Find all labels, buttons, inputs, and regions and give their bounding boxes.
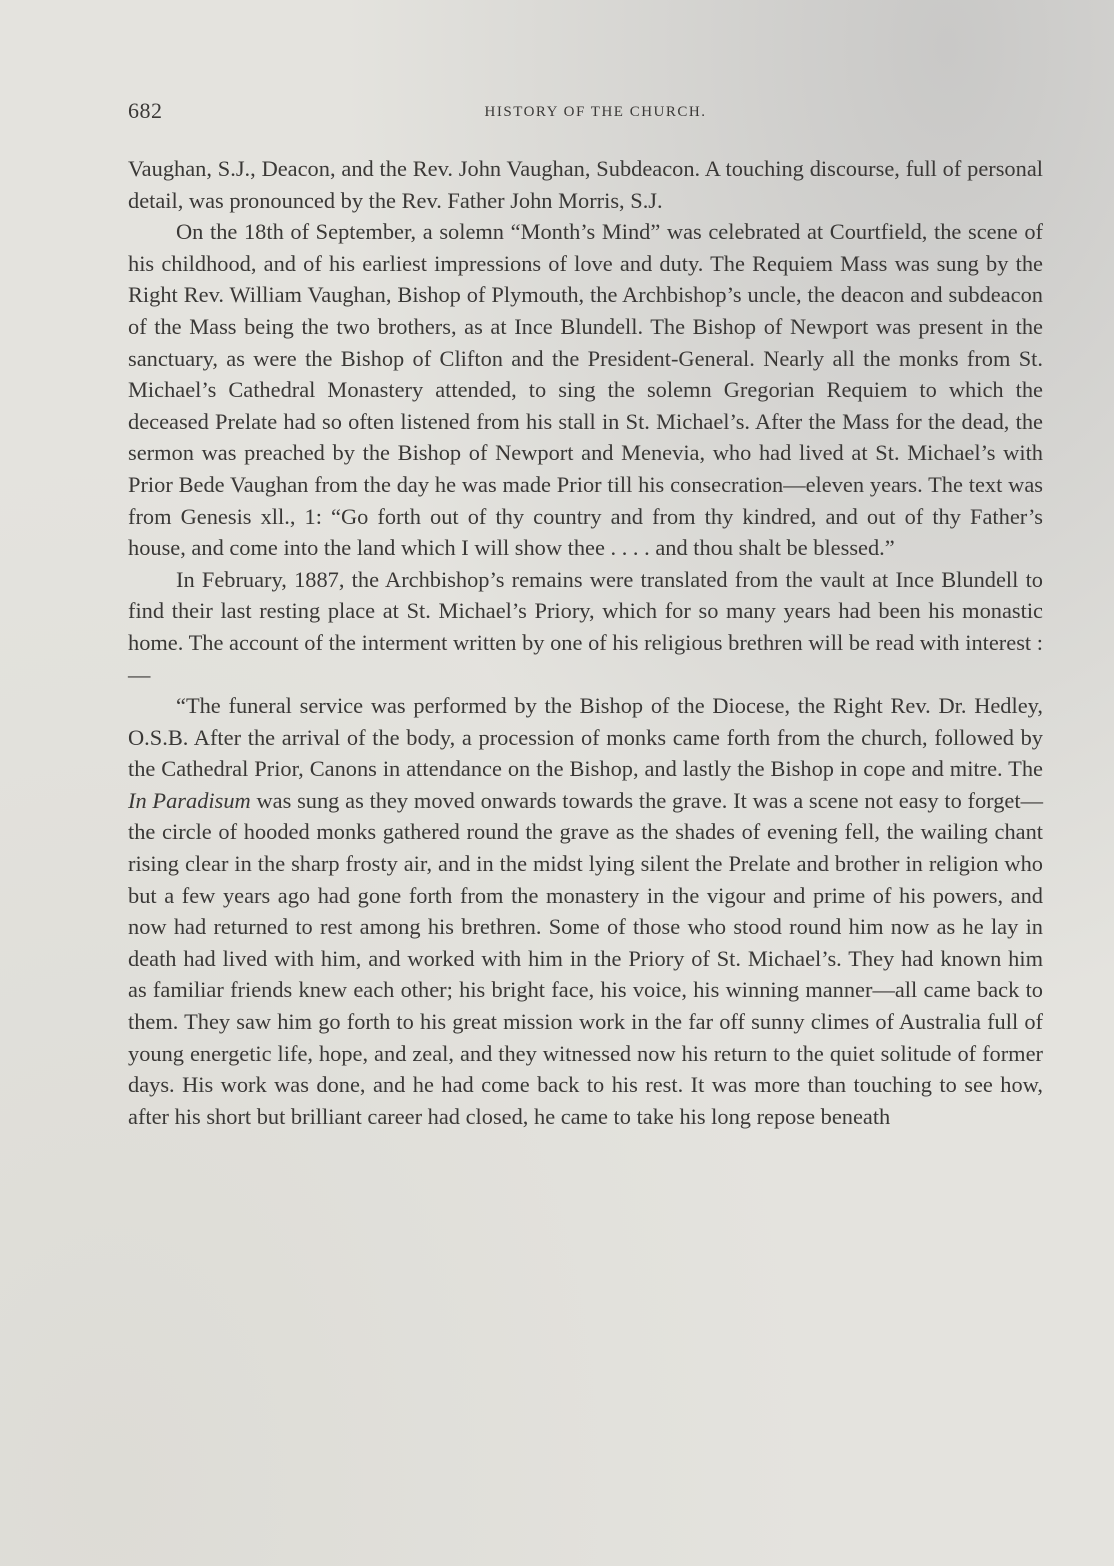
body-text <box>128 153 1043 1132</box>
page-number: 682 <box>128 98 163 123</box>
paragraph-translation-of-remains: In February, 1887, the Archbishop’s remains were translated from the vault at Ince Blundell to find their last resting place at St. Michael’s Priory, which for so many years had been his monastic home. The account of the interment written by one of his religious brethren will be read with interest :— <box>128 566 1043 687</box>
funeral-text-end: was sung as they moved onwards towards the grave. It was a scene not easy to forget—the circle of hooded monks gathered round the grave as the shades of evening fell, the wailing chant rising clear in the sharp frosty air, and in the midst lying silent the Prelate and brother in religion who but a few years ago had gone forth from the monastery in the vigour and prime of his powers, and now had returned to rest among his brethren. Some of those who stood round him now as he lay in death had lived with him, and worked with him in the Priory of St. Michael’s. They had known him as familiar friends knew each other; his bright face, his voice, his winning manner—all came back to them. They saw him go forth to his great mission work in the far off sunny climes of Australia full of young energetic life, hope, and zeal, and they witnessed now his return to the quiet solitude of former days. His work was done, and he had come back to his rest. It was more than touching to see how, after his short but brilliant career had closed, he came to take his long repose beneath <box>128 787 1043 1129</box>
paragraph-months-mind: On the 18th of September, a solemn “Month’s Mind” was celebrated at Courtfield, the scene of his childhood, and of his earliest impressions of love and duty. The Requiem Mass was sung by the Right Rev. William Vaughan, Bishop of Plymouth, the Archbishop’s uncle, the deacon and subdeacon of the Mass being the two brothers, as at Ince Blundell. The Bishop of Newport was present in the sanctuary, as were the Bishop of Clifton and the President-General. Nearly all the monks from St. Michael’s Cathedral Monastery attended, to sing the solemn Gregorian Requiem to which the deceased Prelate had so often listened from his stall in St. Michael’s. After the Mass for the dead, the sermon was preached by the Bishop of Newport and Menevia, who had lived at St. Michael’s with Prior Bede Vaughan from the day he was made Prior till his consecration—eleven years. The text was from Genesis xll., 1: “Go forth out of thy country and from thy kindred, and out of thy Father’s house, and come into the land which I will show thee . . . . and thou shalt be blessed.” <box>128 219 1043 561</box>
funeral-text-start: “The funeral service was performed by the Bishop of the Diocese, the Right Rev. Dr. Hedley, O.S.B. After the arrival of the body, a procession of monks came forth from the church, followed by the Cathedral Prior, Canons in attendance on the Bishop, and lastly the Bishop in cope and mitre. The <box>128 693 1043 782</box>
in-paradisum-title: In Paradisum <box>128 787 251 813</box>
running-title: HISTORY OF THE CHURCH. <box>484 104 707 120</box>
paragraph-continued: Vaughan, S.J., Deacon, and the Rev. John Vaughan, Subdeacon. A touching discourse, full of personal detail, was pronounced by the Rev. Father John Morris, S.J. <box>128 156 1043 213</box>
paragraph-funeral-account <box>128 690 1043 1132</box>
running-head <box>128 98 1043 130</box>
